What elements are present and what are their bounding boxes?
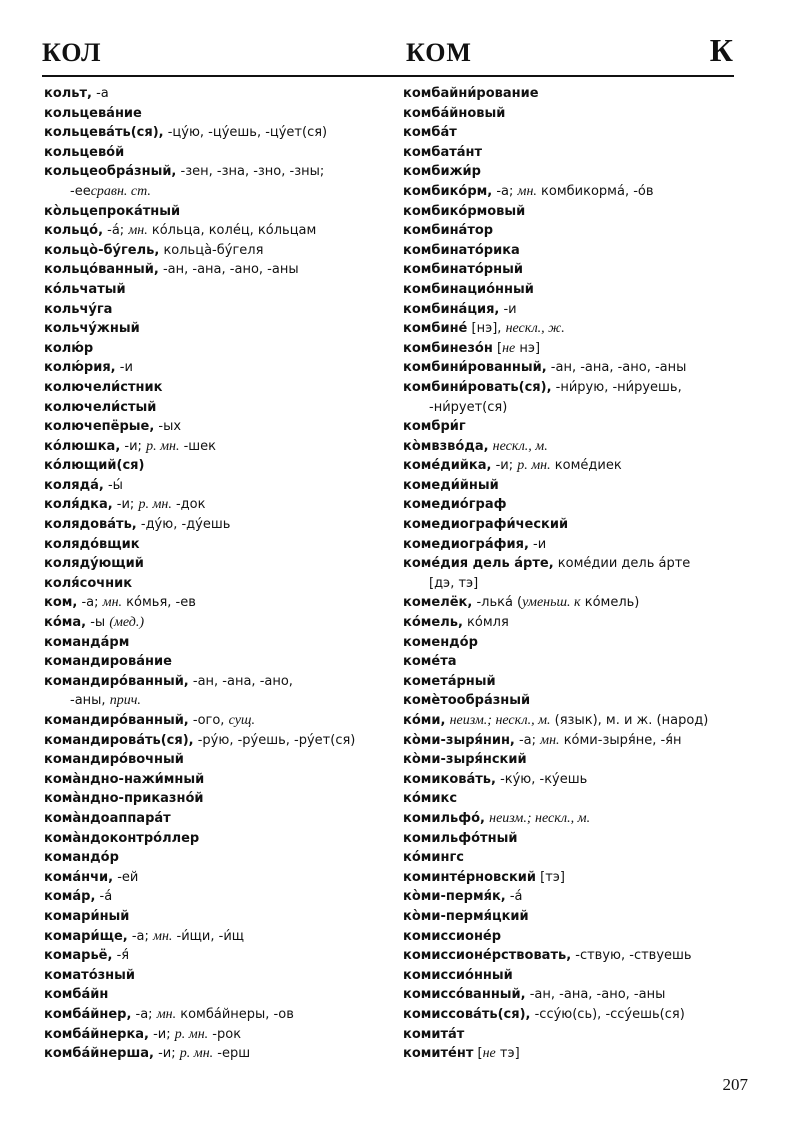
entry-forms: -а; bbox=[492, 183, 518, 199]
entry-forms: коме́дии дель а́рте bbox=[553, 556, 691, 572]
headword: комбинацио́нный bbox=[403, 281, 534, 297]
dictionary-entry bbox=[44, 652, 394, 672]
grammar-label: (мед.) bbox=[109, 615, 145, 631]
dictionary-entry bbox=[44, 985, 394, 1005]
entry-forms: -ых bbox=[154, 419, 182, 435]
entry-forms: -ого, bbox=[188, 713, 229, 728]
entry-forms: -ы bbox=[86, 615, 110, 631]
dictionary-entry bbox=[44, 456, 394, 476]
headword: командирова́ть(ся), bbox=[44, 732, 194, 748]
entry-forms: -ду́ю, -ду́ешь bbox=[136, 517, 231, 533]
headword: комбинато́рный bbox=[403, 262, 523, 278]
dictionary-entry bbox=[44, 280, 394, 300]
grammar-label: неизм.; нескл., м. bbox=[489, 810, 591, 826]
dictionary-entry bbox=[403, 809, 748, 829]
headword: комиссионе́рствовать, bbox=[403, 948, 572, 964]
headword: ко̀ми-пермя́цкий bbox=[403, 908, 529, 924]
headword: кома́нчи, bbox=[44, 869, 114, 885]
dictionary-entry bbox=[403, 593, 748, 613]
headword: кольчу́жный bbox=[44, 321, 140, 337]
headword: ко́люшка, bbox=[44, 438, 121, 454]
entry-forms: -ссу́ю(сь), -ссу́ешь(ся) bbox=[530, 1006, 685, 1022]
entry-forms: -и; bbox=[491, 458, 518, 474]
dictionary-entry bbox=[44, 437, 394, 457]
running-head-middle: КОМ bbox=[406, 38, 472, 67]
headword: кольцо̀-бу́гель, bbox=[44, 242, 160, 258]
dictionary-entry bbox=[403, 691, 748, 711]
entry-forms: [ bbox=[473, 1046, 483, 1062]
entry-forms: -ан, -ана, -ано, -аны bbox=[525, 987, 666, 1003]
entry-forms: -а; bbox=[514, 732, 541, 748]
entry-forms: -ку́ю, -ку́ешь bbox=[495, 771, 588, 787]
headword: комиссионе́р bbox=[403, 928, 502, 944]
grammar-label: р. мн. bbox=[179, 1046, 214, 1062]
headword: комба́йнерка, bbox=[44, 1026, 149, 1042]
dictionary-entry bbox=[44, 300, 394, 320]
headword: командиро́вочный bbox=[44, 752, 184, 768]
entry-forms: -ни́рую, -ни́руешь, bbox=[551, 379, 682, 395]
entry-forms: -ру́ю, -ру́ешь, -ру́ет(ся) bbox=[193, 732, 356, 748]
headword: колю́рия, bbox=[44, 360, 116, 376]
entry-forms: -и bbox=[115, 360, 133, 376]
dictionary-entry bbox=[44, 633, 394, 653]
headword: комедиогра́фия, bbox=[403, 536, 529, 552]
headword: комеди́йный bbox=[403, 477, 499, 493]
headword: ко́ма, bbox=[44, 615, 87, 631]
grammar-label: р. мн. bbox=[174, 1026, 209, 1042]
entry-forms: -ей bbox=[113, 869, 139, 885]
dictionary-entry bbox=[44, 319, 394, 339]
dictionary-entry bbox=[403, 437, 748, 457]
headword: комба́йновый bbox=[403, 105, 506, 121]
dictionary-entry bbox=[44, 202, 394, 222]
headword: комато́зный bbox=[44, 967, 136, 983]
headword: комбини́рованный, bbox=[403, 360, 547, 376]
headword: кома̀ндоаппара́т bbox=[44, 810, 171, 826]
grammar-label: нескл., ж. bbox=[505, 321, 565, 337]
headword: коля́дка, bbox=[44, 497, 113, 513]
headword: комедио́граф bbox=[403, 497, 507, 513]
grammar-label: мн. bbox=[540, 732, 560, 748]
dictionary-entry bbox=[44, 104, 394, 124]
dictionary-entry bbox=[403, 182, 748, 202]
dictionary-entry bbox=[403, 789, 748, 809]
dictionary-entry bbox=[403, 417, 748, 437]
headword: коме́дия дель а́рте, bbox=[403, 556, 554, 572]
headword: командо́р bbox=[44, 850, 119, 866]
dictionary-entry bbox=[44, 809, 394, 829]
entry-forms: -ни́рует(ся) bbox=[429, 399, 508, 415]
dictionary-entry bbox=[44, 221, 394, 241]
grammar-label: нескл., м. bbox=[492, 438, 548, 454]
grammar-label: мн. bbox=[128, 223, 148, 239]
grammar-label: мн. bbox=[153, 928, 173, 944]
grammar-label: неизм.; нескл., м. bbox=[449, 713, 551, 728]
headword: кольцеобра́зный, bbox=[44, 164, 177, 180]
entry-forms-extra: (язык), м. и ж. (народ) bbox=[550, 713, 709, 728]
headword: колю́р bbox=[44, 340, 94, 356]
left-column bbox=[44, 84, 394, 1064]
headword: колючели́стый bbox=[44, 399, 157, 415]
entry-forms: -и bbox=[528, 536, 547, 552]
headword: комбико́рмовый bbox=[403, 203, 526, 219]
headword: комба́т bbox=[403, 125, 457, 141]
dictionary-entry bbox=[403, 672, 748, 692]
headword: комбайни́рование bbox=[403, 86, 539, 101]
dictionary-entry bbox=[403, 535, 748, 555]
headword: кольцево́й bbox=[44, 144, 125, 160]
headword: комильфо́, bbox=[403, 810, 485, 826]
running-head-left: КОЛ bbox=[42, 38, 102, 67]
entry-forms: -и; bbox=[120, 438, 147, 454]
entry-forms: кольца̀-бу́геля bbox=[159, 242, 264, 258]
headword: колючепёрые, bbox=[44, 419, 155, 435]
dictionary-entry bbox=[44, 515, 394, 535]
headword: кольцо́ванный, bbox=[44, 262, 159, 278]
entry-forms: -и; bbox=[112, 497, 139, 513]
dictionary-entry bbox=[403, 652, 748, 672]
dictionary-entry bbox=[403, 731, 748, 751]
entry-forms: -и; bbox=[153, 1046, 180, 1062]
entry-forms: [нэ], bbox=[467, 321, 506, 337]
entry-forms-extra: тэ] bbox=[495, 1046, 520, 1062]
dictionary-entry bbox=[44, 789, 394, 809]
dictionary-entry bbox=[403, 750, 748, 770]
dictionary-entry bbox=[403, 848, 748, 868]
dictionary-entry bbox=[44, 260, 394, 280]
entry-forms-extra: ко́мель) bbox=[580, 595, 640, 611]
dictionary-entry bbox=[44, 476, 394, 496]
dictionary-entry bbox=[403, 1025, 748, 1045]
dictionary-entry bbox=[44, 672, 394, 692]
entry-forms: -ан, -ана, -ано, bbox=[188, 673, 293, 689]
dictionary-entry bbox=[44, 731, 394, 751]
dictionary-entry bbox=[44, 907, 394, 927]
dictionary-entry bbox=[44, 535, 394, 555]
dictionary-entry bbox=[44, 711, 394, 731]
dictionary-entry bbox=[403, 554, 748, 574]
dictionary-entry bbox=[44, 887, 394, 907]
headword: комба́йн bbox=[44, 987, 109, 1003]
header-rule bbox=[42, 75, 734, 77]
headword: командиро́ванный, bbox=[44, 673, 189, 689]
headword: ко̀ми-пермя́к, bbox=[403, 889, 506, 905]
entry-forms: -а́ bbox=[95, 889, 113, 905]
entry-continuation bbox=[44, 182, 394, 202]
dictionary-entry bbox=[44, 241, 394, 261]
entry-forms: -а́; bbox=[103, 223, 129, 239]
grammar-label: мн. bbox=[156, 1006, 177, 1022]
headword: коля́сочник bbox=[44, 575, 133, 591]
headword: комедиографи́ческий bbox=[403, 517, 569, 533]
headword: комба́йнер, bbox=[44, 1006, 132, 1022]
entry-forms: -а́ bbox=[505, 889, 523, 905]
dictionary-entry bbox=[403, 476, 748, 496]
dictionary-entry bbox=[44, 84, 394, 104]
headword: комбри́г bbox=[403, 419, 466, 435]
grammar-label: уменьш. к bbox=[522, 595, 581, 611]
dictionary-entry bbox=[44, 398, 394, 418]
grammar-label: р. мн. bbox=[517, 458, 551, 474]
entry-forms: -а; bbox=[127, 928, 154, 944]
headword: комбинезо́н bbox=[403, 340, 493, 356]
headword: ко́ми, bbox=[403, 713, 446, 728]
dictionary-entry bbox=[44, 750, 394, 770]
headword: комѐтообра́зный bbox=[403, 693, 531, 709]
dictionary-entry bbox=[403, 456, 748, 476]
headword: комелёк, bbox=[403, 595, 473, 611]
headword: кома̀ндно-нажи́мный bbox=[44, 771, 205, 787]
entry-forms: -ан, -ана, -ано, -аны bbox=[546, 360, 687, 376]
entry-forms: ко́мля bbox=[462, 615, 509, 631]
headword: ко́льчатый bbox=[44, 281, 126, 297]
headword: коме́дийка, bbox=[403, 458, 492, 474]
headword: кольчу́га bbox=[44, 301, 113, 317]
entry-continuation bbox=[403, 574, 748, 594]
headword: комбини́ровать(ся), bbox=[403, 379, 552, 395]
entry-forms-extra: комбикорма́, -о́в bbox=[536, 183, 654, 199]
headword: ко́микс bbox=[403, 791, 458, 807]
headword: ко́лющий(ся) bbox=[44, 458, 145, 474]
headword: ко̀мвзво́да, bbox=[403, 438, 489, 454]
dictionary-entry bbox=[44, 554, 394, 574]
dictionary-entry bbox=[403, 633, 748, 653]
headword: комите́нт bbox=[403, 1046, 474, 1062]
dictionary-entry bbox=[44, 927, 394, 947]
entry-forms: -цу́ю, -цу́ешь, -цу́ет(ся) bbox=[163, 125, 328, 141]
headword: коляду́ющий bbox=[44, 556, 144, 572]
dictionary-entry bbox=[403, 770, 748, 790]
entry-forms-extra: -шек bbox=[179, 438, 217, 454]
headword: комбижи́р bbox=[403, 164, 481, 180]
entry-forms: -и; bbox=[148, 1026, 175, 1042]
entry-forms-extra: ко́ми-зыря́не, -я́н bbox=[559, 732, 682, 748]
dictionary-entry bbox=[403, 907, 748, 927]
grammar-label: мн. bbox=[102, 595, 123, 611]
grammar-label: сущ. bbox=[228, 713, 255, 728]
entry-forms: [тэ] bbox=[536, 869, 565, 885]
headword: кольцева́ть(ся), bbox=[44, 125, 164, 141]
dictionary-entry bbox=[44, 339, 394, 359]
entry-forms-extra: -и́щи, -и́щ bbox=[172, 928, 245, 944]
dictionary-entry bbox=[44, 162, 394, 182]
dictionary-entry bbox=[403, 339, 748, 359]
entry-forms: -лька́ ( bbox=[472, 595, 523, 611]
dictionary-entry bbox=[403, 260, 748, 280]
headword: комбина́тор bbox=[403, 223, 494, 239]
page-header bbox=[42, 32, 734, 74]
dictionary-entry bbox=[44, 829, 394, 849]
dictionary-entry bbox=[403, 123, 748, 143]
headword: кома̀ндно-приказно́й bbox=[44, 791, 204, 807]
dictionary-entry bbox=[44, 946, 394, 966]
dictionary-entry bbox=[403, 162, 748, 182]
dictionary-entry bbox=[44, 378, 394, 398]
grammar-label: не bbox=[502, 340, 516, 356]
dictionary-entry bbox=[44, 868, 394, 888]
dictionary-entry bbox=[44, 1025, 394, 1045]
headword: ком, bbox=[44, 595, 78, 611]
headword: комикова́ть, bbox=[403, 771, 496, 787]
entry-forms: -а; bbox=[77, 595, 103, 611]
entry-forms-extra: -ерш bbox=[213, 1046, 251, 1062]
dictionary-entry bbox=[403, 711, 748, 731]
headword: командирова́ние bbox=[44, 654, 172, 670]
headword: комари́ный bbox=[44, 908, 130, 924]
grammar-label: р. мн. bbox=[138, 497, 172, 513]
dictionary-entry bbox=[44, 495, 394, 515]
grammar-label: р. мн. bbox=[146, 438, 180, 454]
headword: ко̀ми-зыря́нский bbox=[403, 752, 527, 768]
headword: коляда́, bbox=[44, 477, 104, 493]
right-column bbox=[403, 84, 748, 1064]
dictionary-entry bbox=[403, 300, 748, 320]
headword: комита́т bbox=[403, 1026, 465, 1042]
headword: кома́р, bbox=[44, 889, 96, 905]
headword: ко́мель, bbox=[403, 615, 463, 631]
page-number: 207 bbox=[722, 1075, 748, 1094]
dictionary-entry bbox=[403, 1005, 748, 1025]
headword: колядо́вщик bbox=[44, 536, 140, 552]
entry-forms-extra: коме́диек bbox=[550, 458, 622, 474]
headword: кольт, bbox=[44, 86, 92, 101]
dictionary-entry bbox=[403, 241, 748, 261]
dictionary-entry bbox=[403, 966, 748, 986]
dictionary-entry bbox=[403, 946, 748, 966]
dictionary-entry bbox=[403, 868, 748, 888]
headword: комарьё, bbox=[44, 948, 113, 964]
dictionary-entry bbox=[44, 1005, 394, 1025]
grammar-label: не bbox=[482, 1046, 496, 1062]
dictionary-entry bbox=[403, 515, 748, 535]
dictionary-entry bbox=[44, 613, 394, 633]
headword: комбине́ bbox=[403, 321, 468, 337]
dictionary-entry bbox=[44, 574, 394, 594]
entry-forms-extra: -рок bbox=[208, 1026, 242, 1042]
headword: ко́мингс bbox=[403, 850, 464, 866]
entry-forms: -и bbox=[499, 301, 517, 317]
entry-forms: -аны, bbox=[70, 693, 110, 709]
entry-forms: -ствую, -ствуешь bbox=[571, 948, 692, 964]
headword: коме́та bbox=[403, 654, 457, 670]
dictionary-entry bbox=[44, 358, 394, 378]
headword: комендо́р bbox=[403, 634, 478, 650]
dictionary-entry bbox=[403, 1044, 748, 1064]
headword: колядова́ть, bbox=[44, 517, 137, 533]
dictionary-entry bbox=[403, 927, 748, 947]
dictionary-entry bbox=[44, 1044, 394, 1064]
headword: комета́рный bbox=[403, 673, 496, 689]
dictionary-entry bbox=[403, 221, 748, 241]
headword: комбина́ция, bbox=[403, 301, 500, 317]
dictionary-entry bbox=[403, 280, 748, 300]
entry-forms: -а; bbox=[131, 1006, 157, 1022]
dictionary-entry bbox=[403, 613, 748, 633]
headword: комиссо́ванный, bbox=[403, 987, 526, 1003]
entry-forms-extra: нэ] bbox=[515, 340, 541, 356]
headword: ко̀льцепрока́тный bbox=[44, 203, 181, 219]
section-letter: К bbox=[709, 32, 734, 68]
headword: комбата́нт bbox=[403, 144, 483, 160]
dictionary-entry bbox=[403, 202, 748, 222]
entry-forms: -ан, -ана, -ано, -аны bbox=[158, 262, 299, 278]
headword: комбико́рм, bbox=[403, 183, 493, 199]
entry-forms-extra: ко́мья, -ев bbox=[122, 595, 196, 611]
dictionary-entry bbox=[44, 966, 394, 986]
dictionary-entry bbox=[44, 123, 394, 143]
dictionary-entry bbox=[44, 417, 394, 437]
entry-forms: -ее bbox=[70, 183, 91, 199]
dictionary-entry bbox=[403, 143, 748, 163]
headword: комиссио́нный bbox=[403, 967, 513, 983]
dictionary-entry bbox=[403, 829, 748, 849]
dictionary-entry bbox=[403, 358, 748, 378]
entry-forms: [дэ, тэ] bbox=[429, 575, 479, 591]
headword: кома̀ндоконтро́ллер bbox=[44, 830, 200, 846]
grammar-label: сравн. ст. bbox=[90, 183, 151, 199]
headword: комиссова́ть(ся), bbox=[403, 1006, 531, 1022]
dictionary-entry bbox=[44, 848, 394, 868]
dictionary-entry bbox=[403, 84, 748, 104]
entry-forms: -я́ bbox=[112, 948, 130, 964]
entry-forms-extra: ко́льца, коле́ц, ко́льцам bbox=[147, 223, 317, 239]
entry-forms-extra: -док bbox=[171, 497, 206, 513]
dictionary-entry bbox=[403, 887, 748, 907]
headword: кольцева́ние bbox=[44, 105, 142, 121]
grammar-label: мн. bbox=[517, 183, 537, 199]
headword: комба́йнерша, bbox=[44, 1046, 154, 1062]
grammar-label: прич. bbox=[109, 693, 141, 709]
headword: комильфо́тный bbox=[403, 830, 518, 846]
dictionary-entry bbox=[403, 104, 748, 124]
dictionary-entry bbox=[44, 143, 394, 163]
headword: коминте́рновский bbox=[403, 869, 537, 885]
headword: комбинато́рика bbox=[403, 242, 520, 258]
dictionary-entry bbox=[403, 378, 748, 398]
entry-forms: -а bbox=[91, 86, 109, 101]
headword: комари́ще, bbox=[44, 928, 128, 944]
entry-forms: -ы́ bbox=[103, 477, 123, 493]
entry-continuation bbox=[44, 691, 394, 711]
dictionary-entry bbox=[403, 495, 748, 515]
entry-forms-extra: комба́йнеры, -ов bbox=[176, 1006, 294, 1022]
entry-forms: [ bbox=[492, 340, 503, 356]
headword: команда́рм bbox=[44, 634, 130, 650]
dictionary-entry bbox=[44, 770, 394, 790]
dictionary-entry bbox=[403, 319, 748, 339]
headword: ко̀ми-зыря́нин, bbox=[403, 732, 515, 748]
entry-continuation bbox=[403, 398, 748, 418]
dictionary-entry bbox=[403, 985, 748, 1005]
dictionary-entry bbox=[44, 593, 394, 613]
headword: командиро́ванный, bbox=[44, 713, 189, 728]
headword: колючели́стник bbox=[44, 379, 163, 395]
headword: кольцо́, bbox=[44, 223, 104, 239]
entry-forms: -зен, -зна, -зно, -зны; bbox=[176, 164, 325, 180]
